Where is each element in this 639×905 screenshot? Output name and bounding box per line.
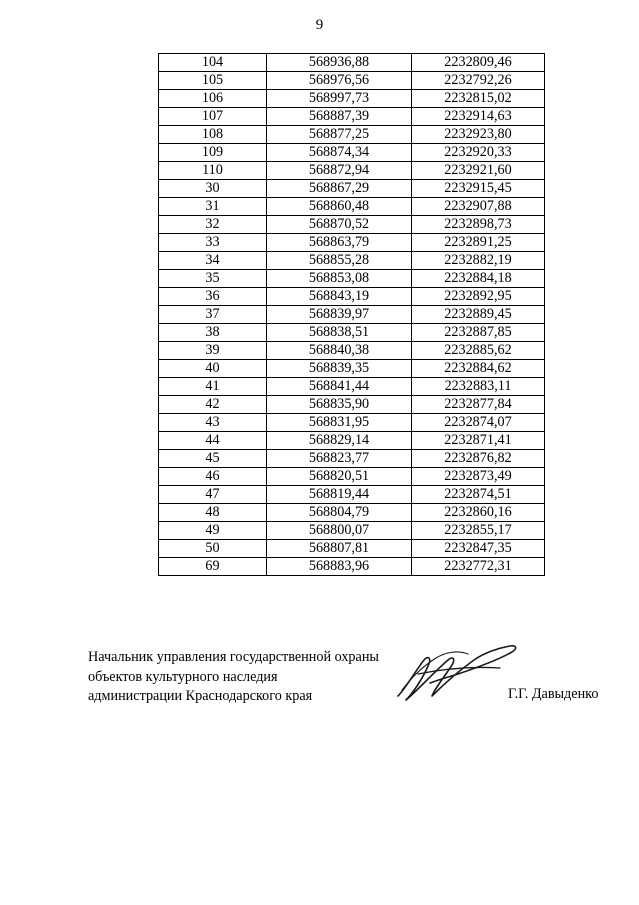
- table-row: [159, 432, 545, 450]
- point-number-cell: 50: [159, 540, 267, 558]
- y-coordinate-cell: 2232860,16: [412, 504, 545, 522]
- table-row: [159, 252, 545, 270]
- table-row: [159, 522, 545, 540]
- x-coordinate-cell: 568872,94: [267, 162, 412, 180]
- table-row: [159, 324, 545, 342]
- table-row: [159, 54, 545, 72]
- x-coordinate-cell: 568839,35: [267, 360, 412, 378]
- y-coordinate-cell: 2232884,18: [412, 270, 545, 288]
- y-coordinate-cell: 2232885,62: [412, 342, 545, 360]
- table-row: [159, 126, 545, 144]
- y-coordinate-cell: 2232914,63: [412, 108, 545, 126]
- table-row: [159, 414, 545, 432]
- x-coordinate-cell: 568829,14: [267, 432, 412, 450]
- point-number-cell: 109: [159, 144, 267, 162]
- point-number-cell: 35: [159, 270, 267, 288]
- point-number-cell: 39: [159, 342, 267, 360]
- x-coordinate-cell: 568838,51: [267, 324, 412, 342]
- y-coordinate-cell: 2232892,95: [412, 288, 545, 306]
- x-coordinate-cell: 568976,56: [267, 72, 412, 90]
- point-number-cell: 44: [159, 432, 267, 450]
- point-number-cell: 107: [159, 108, 267, 126]
- table-row: [159, 216, 545, 234]
- y-coordinate-cell: 2232915,45: [412, 180, 545, 198]
- x-coordinate-cell: 568853,08: [267, 270, 412, 288]
- signer-position: [88, 648, 379, 707]
- y-coordinate-cell: 2232923,80: [412, 126, 545, 144]
- x-coordinate-cell: 568870,52: [267, 216, 412, 234]
- x-coordinate-cell: 568863,79: [267, 234, 412, 252]
- table-row: [159, 270, 545, 288]
- table-row: [159, 306, 545, 324]
- x-coordinate-cell: 568820,51: [267, 468, 412, 486]
- y-coordinate-cell: 2232883,11: [412, 378, 545, 396]
- x-coordinate-cell: 568841,44: [267, 378, 412, 396]
- signer-name: Г.Г. Давыденко: [508, 686, 599, 702]
- y-coordinate-cell: 2232874,07: [412, 414, 545, 432]
- x-coordinate-cell: 568840,38: [267, 342, 412, 360]
- x-coordinate-cell: 568936,88: [267, 54, 412, 72]
- y-coordinate-cell: 2232847,35: [412, 540, 545, 558]
- x-coordinate-cell: 568804,79: [267, 504, 412, 522]
- point-number-cell: 110: [159, 162, 267, 180]
- y-coordinate-cell: 2232792,26: [412, 72, 545, 90]
- point-number-cell: 106: [159, 90, 267, 108]
- y-coordinate-cell: 2232891,25: [412, 234, 545, 252]
- signer-position-line: администрации Краснодарского края: [88, 688, 313, 704]
- x-coordinate-cell: 568877,25: [267, 126, 412, 144]
- x-coordinate-cell: 568807,81: [267, 540, 412, 558]
- y-coordinate-cell: 2232855,17: [412, 522, 545, 540]
- x-coordinate-cell: 568874,34: [267, 144, 412, 162]
- y-coordinate-cell: 2232920,33: [412, 144, 545, 162]
- x-coordinate-cell: 568883,96: [267, 558, 412, 576]
- point-number-cell: 69: [159, 558, 267, 576]
- page-number: 9: [315, 17, 324, 33]
- point-number-cell: 33: [159, 234, 267, 252]
- signer-position-line: Начальник управления государственной охраны: [88, 649, 379, 665]
- x-coordinate-cell: 568997,73: [267, 90, 412, 108]
- point-number-cell: 34: [159, 252, 267, 270]
- y-coordinate-cell: 2232874,51: [412, 486, 545, 504]
- x-coordinate-cell: 568800,07: [267, 522, 412, 540]
- table-row: [159, 378, 545, 396]
- point-number-cell: 46: [159, 468, 267, 486]
- table-row: [159, 396, 545, 414]
- point-number-cell: 108: [159, 126, 267, 144]
- point-number-cell: 49: [159, 522, 267, 540]
- table-row: [159, 486, 545, 504]
- y-coordinate-cell: 2232884,62: [412, 360, 545, 378]
- y-coordinate-cell: 2232889,45: [412, 306, 545, 324]
- table-row: [159, 360, 545, 378]
- y-coordinate-cell: 2232898,73: [412, 216, 545, 234]
- table-row: [159, 540, 545, 558]
- point-number-cell: 47: [159, 486, 267, 504]
- signer-position-line: объектов культурного наследия: [88, 668, 278, 685]
- point-number-cell: 40: [159, 360, 267, 378]
- table-row: [159, 108, 545, 126]
- y-coordinate-cell: 2232877,84: [412, 396, 545, 414]
- y-coordinate-cell: 2232809,46: [412, 54, 545, 72]
- x-coordinate-cell: 568867,29: [267, 180, 412, 198]
- point-number-cell: 41: [159, 378, 267, 396]
- table-row: [159, 90, 545, 108]
- point-number-cell: 42: [159, 396, 267, 414]
- table-row: [159, 558, 545, 576]
- point-number-cell: 36: [159, 288, 267, 306]
- x-coordinate-cell: 568887,39: [267, 108, 412, 126]
- x-coordinate-cell: 568839,97: [267, 306, 412, 324]
- y-coordinate-cell: 2232873,49: [412, 468, 545, 486]
- coordinates-table-body: [159, 54, 545, 576]
- table-row: [159, 198, 545, 216]
- table-row: [159, 162, 545, 180]
- x-coordinate-cell: 568855,28: [267, 252, 412, 270]
- point-number-cell: 48: [159, 504, 267, 522]
- point-number-cell: 32: [159, 216, 267, 234]
- point-number-cell: 30: [159, 180, 267, 198]
- y-coordinate-cell: 2232882,19: [412, 252, 545, 270]
- y-coordinate-cell: 2232907,88: [412, 198, 545, 216]
- point-number-cell: 37: [159, 306, 267, 324]
- table-row: [159, 72, 545, 90]
- handwritten-signature: [388, 630, 528, 710]
- y-coordinate-cell: 2232921,60: [412, 162, 545, 180]
- table-row: [159, 144, 545, 162]
- y-coordinate-cell: 2232876,82: [412, 450, 545, 468]
- table-row: [159, 234, 545, 252]
- coordinates-table: [158, 53, 545, 576]
- y-coordinate-cell: 2232815,02: [412, 90, 545, 108]
- table-row: [159, 468, 545, 486]
- y-coordinate-cell: 2232887,85: [412, 324, 545, 342]
- x-coordinate-cell: 568823,77: [267, 450, 412, 468]
- table-row: [159, 288, 545, 306]
- point-number-cell: 45: [159, 450, 267, 468]
- x-coordinate-cell: 568860,48: [267, 198, 412, 216]
- x-coordinate-cell: 568819,44: [267, 486, 412, 504]
- point-number-cell: 105: [159, 72, 267, 90]
- point-number-cell: 38: [159, 324, 267, 342]
- table-row: [159, 450, 545, 468]
- x-coordinate-cell: 568831,95: [267, 414, 412, 432]
- table-row: [159, 180, 545, 198]
- table-row: [159, 342, 545, 360]
- table-row: [159, 504, 545, 522]
- point-number-cell: 31: [159, 198, 267, 216]
- y-coordinate-cell: 2232772,31: [412, 558, 545, 576]
- y-coordinate-cell: 2232871,41: [412, 432, 545, 450]
- point-number-cell: 43: [159, 414, 267, 432]
- x-coordinate-cell: 568843,19: [267, 288, 412, 306]
- x-coordinate-cell: 568835,90: [267, 396, 412, 414]
- point-number-cell: 104: [159, 54, 267, 72]
